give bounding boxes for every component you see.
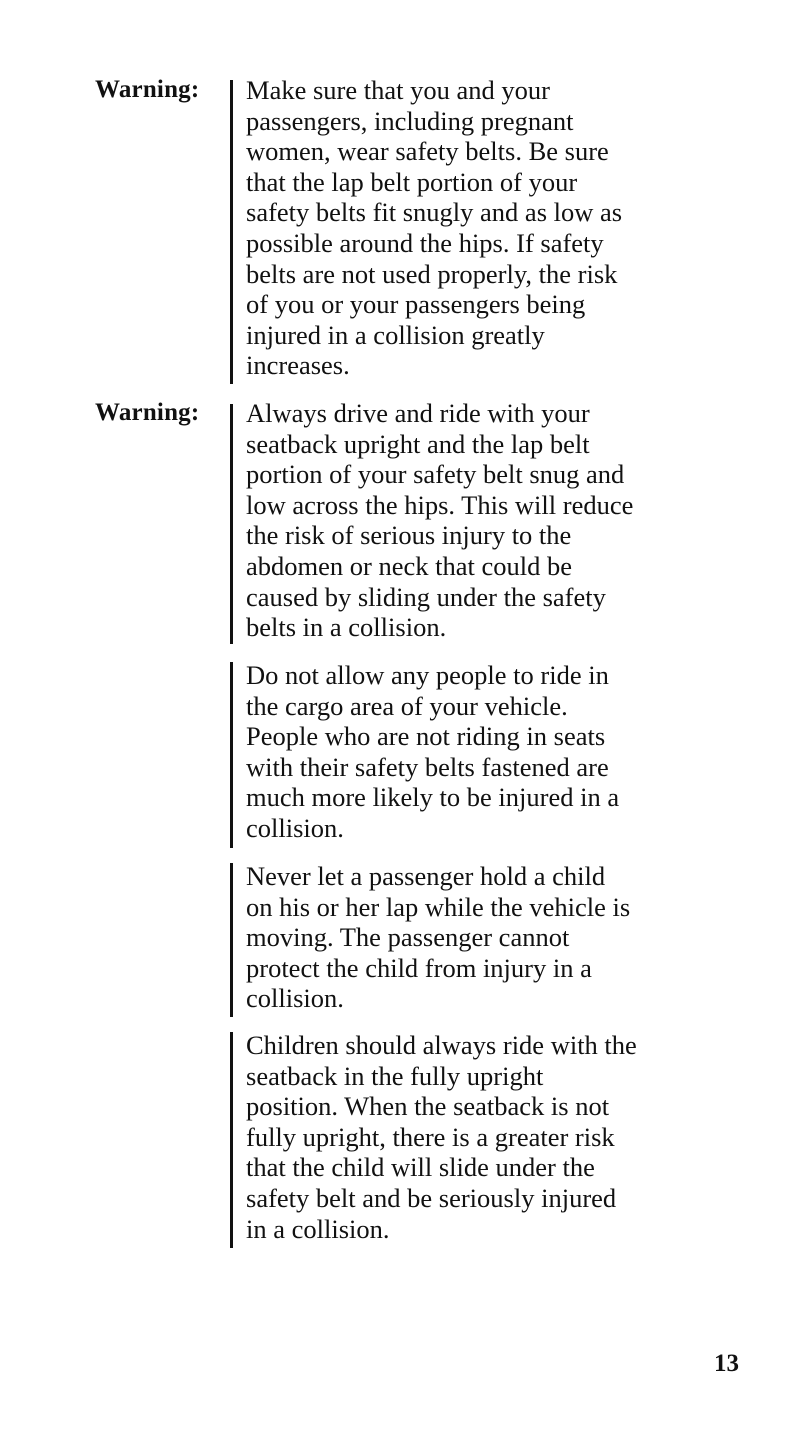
text-line: possible around the hips. If safety	[246, 227, 604, 258]
vertical-rule	[230, 863, 233, 1017]
text-line: fully upright, there is a greater risk	[246, 1121, 615, 1152]
text-line: moving. The passenger cannot	[246, 922, 570, 953]
warning-label: Warning:	[95, 76, 200, 103]
vertical-rule	[230, 404, 233, 644]
text-line: injured in a collision greatly	[246, 319, 545, 350]
text-line: on his or her lap while the vehicle is	[246, 891, 631, 922]
text-line: women, wear safety belts. Be sure	[246, 136, 609, 167]
text-line: of you or your passengers being	[246, 289, 586, 320]
text-line: Never let a passenger hold a child	[246, 861, 606, 891]
text-line: safety belt and be seriously injured	[246, 1182, 617, 1213]
text-line: belts are not used properly, the risk	[246, 258, 618, 289]
text-line: passengers, including pregnant	[246, 105, 574, 136]
text-line: position. When the seatback is not	[246, 1091, 610, 1122]
text-line: that the child will slide under the	[246, 1152, 595, 1183]
text-line: belts in a collision.	[246, 612, 447, 643]
text-line: seatback upright and the lap belt	[246, 428, 590, 459]
vertical-rule	[230, 1032, 233, 1248]
text-line: low across the hips. This will reduce	[246, 489, 634, 520]
text-line: the risk of serious injury to the	[246, 520, 572, 551]
warning-text	[246, 75, 766, 381]
text-line: protect the child from injury in a	[246, 952, 592, 983]
warning-label: Warning:	[95, 399, 200, 426]
warning-text	[246, 398, 766, 643]
warning-text	[246, 861, 766, 1014]
text-line: with their safety belts fastened are	[246, 751, 609, 782]
text-line: in a collision.	[246, 1213, 390, 1244]
text-line: Make sure that you and your	[246, 75, 550, 105]
page-number: 13	[714, 1350, 739, 1377]
text-line: much more likely to be injured in a	[246, 782, 620, 813]
text-line: increases.	[246, 350, 350, 381]
text-line: People who are not riding in seats	[246, 721, 606, 752]
text-line: portion of your safety belt snug and	[246, 459, 625, 490]
text-line: Always drive and ride with your	[246, 398, 590, 428]
text-line: that the lap belt portion of your	[246, 166, 578, 197]
text-line: safety belts fit snugly and as low as	[246, 197, 623, 228]
vertical-rule	[230, 662, 233, 848]
vertical-rule	[230, 80, 233, 384]
text-line: collision.	[246, 983, 344, 1014]
text-line: the cargo area of your vehicle.	[246, 690, 568, 721]
text-line: collision.	[246, 812, 344, 843]
text-line: abdomen or neck that could be	[246, 550, 572, 581]
warning-text	[246, 660, 766, 844]
text-line: seatback in the fully upright	[246, 1060, 544, 1091]
text-line: caused by sliding under the safety	[246, 581, 606, 612]
warning-text	[246, 1030, 766, 1244]
text-line: Children should always ride with the	[246, 1030, 637, 1060]
text-line: Do not allow any people to ride in	[246, 660, 609, 690]
